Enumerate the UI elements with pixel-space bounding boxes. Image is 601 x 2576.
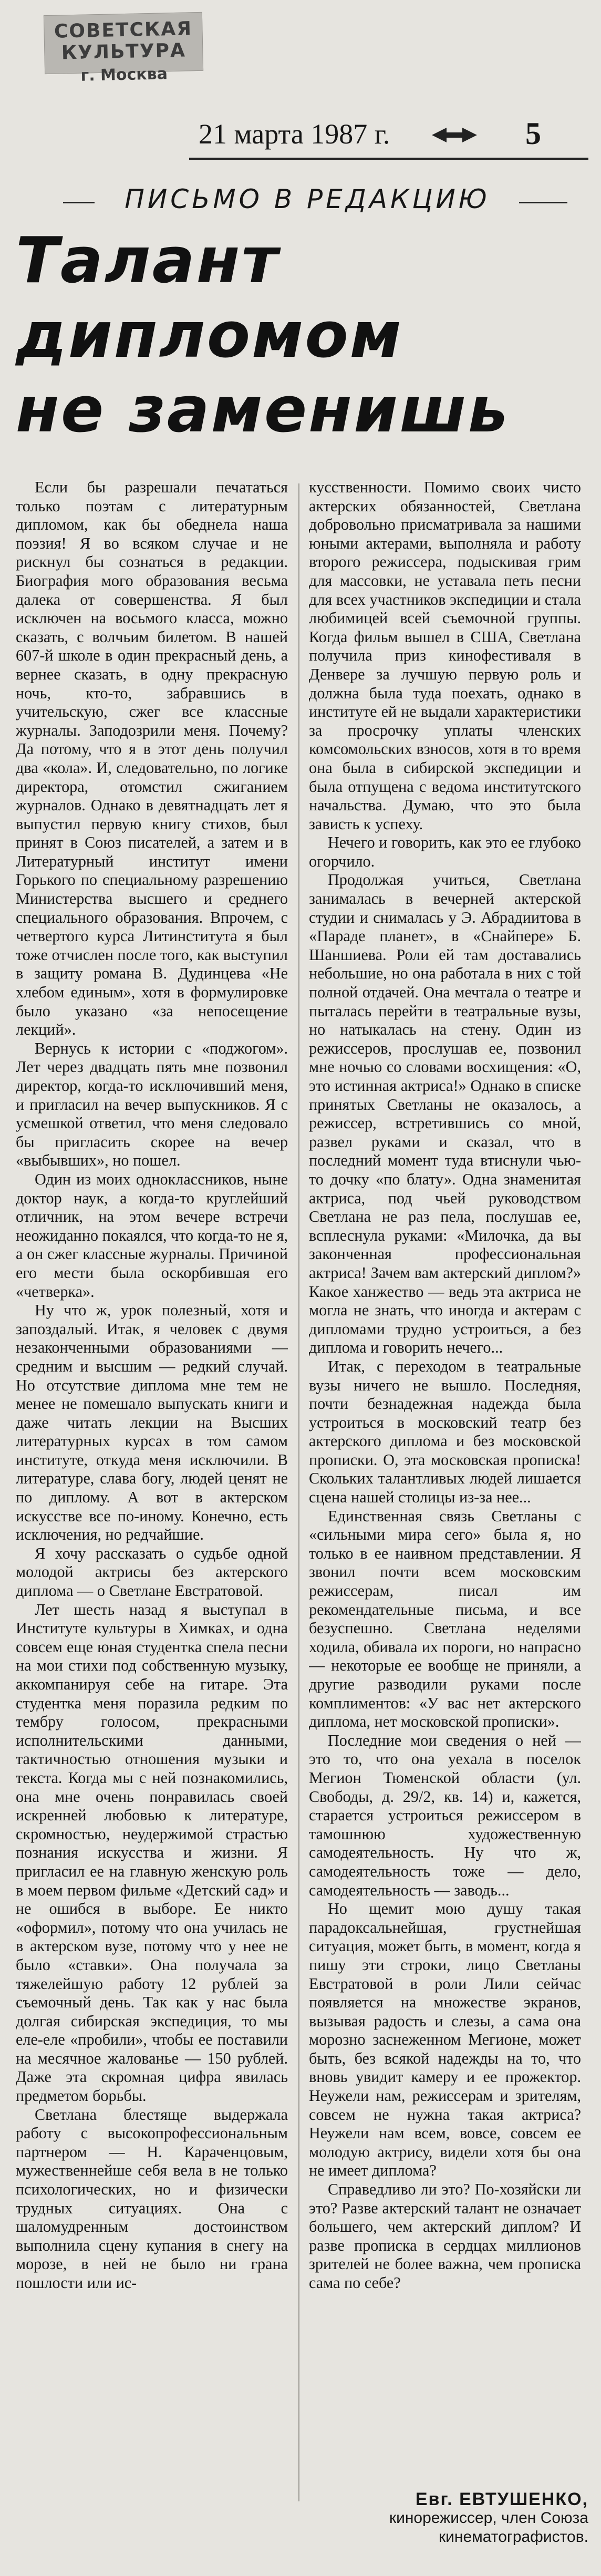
archive-stamp bbox=[44, 12, 203, 85]
paragraph: Продолжая учиться, Светлана занималась в вечерней актерской студии и снималась у Э. Абрадиитова в «Параде планет», в «Снайпере» Б. Шаншиева. Роли ей там доставались небольшие, но она работала в них с той полной отдачей. Она мечтала о театре и пыталась перейти в театральные вузы, но натыкалась на стену. Один из режиссеров, прослушав ее, позвонил мне ночью со словами восхищения: «О, это истинная актриса!» Однако в списке принятых Светланы не оказалось, а режиссер, встретившись со мной, развел руками и сказал, что в последний момент туда втиснули чью-то дочку «по блату». Одна знаменитая актриса, под чьей руководством Светлана не раз пела, послушав ее, всплеснула руками: «Милочка, да вы законченная профессиональная актриса! Зачем вам актерский диплом?» Какое ханжество — ведь эта актриса не могла не знать, что иногда и актерам с дипломами трудно устроиться, а без диплома и говорить нечего... bbox=[309, 871, 581, 1357]
stamp-city: г. Москва bbox=[80, 65, 168, 85]
author-title: кинорежиссер, член Союза bbox=[389, 2509, 588, 2527]
double-arrow-ornament-icon bbox=[431, 123, 478, 152]
rubric-rule-left bbox=[63, 202, 95, 203]
rubric-label: ПИСЬМО В РЕДАКЦИЮ bbox=[125, 184, 490, 214]
paragraph: Если бы разрешали печататься только поэтам с литературным дипломом, как бы обеднела наша поэзия! Я во всяком случае и не рискнул бы сознаться в редакции. Биография мого образования весьма далека от совершенства. Я был исключен на восьмого класса, можно сказать, с волчьим билетом. В нашей 607-й школе в один прекрасный день, а вернее сказать, в одну прекрасную ночь, кто-то, забравшись в учительскую, сжег все классные журналы. Заподозрили меня. Почему? Да потому, что я в этот день получил два «кола». И, следовательно, по логике директора, отомстил сжиганием журналов. Однако в девятнадцать лет я выпустил первую книгу стихов, был принят в Союз писателей, а затем и в Литературный институт имени Горького по специальному разрешению Министерства высшего и среднего специального образования. Впрочем, с четвертого курса Литинститута я был тоже отчислен после того, как выступил в защиту романа В. Дудинцева «Не хлебом единым», хотя в формулировке было указано «за непосещение лекций». bbox=[16, 478, 288, 1039]
stamp-newspaper-name: СОВЕТСКАЯ КУЛЬТУРА bbox=[54, 18, 193, 64]
paragraph: кусственности. Помимо своих чисто актерских обязанностей, Светлана добровольно присматривала за нашими юными актерами, выполняла и работу второго режиссера, подыскивая грим для массовки, не уставала петь песни для всех участников экспедиции и стала любимицей всей съемочной группы. Когда фильм вышел в США, Светлана получила приз кинофестиваля в Денвере за лучшую первую роль и должна была туда поехать, однако в институте ей не выдали характеристики за просрочку уплаты членских комсомольских взносов, хотя в то время она была в сибирской экспедиции и была отпущена с ведома институтского начальства. Думаю, что это была зависть к успеху. bbox=[309, 478, 581, 833]
article-column-left bbox=[16, 478, 288, 2507]
headline-line: дипломом bbox=[16, 299, 403, 372]
paragraph: Ну что ж, урок полезный, хотя и запоздалый. Итак, я человек с двумя незаконченными образованиями — средним и высшим — редкий случай. Но отсутствие диплома мне тем не менее не помешало выпускать книги и даже читать лекции на Высших литературных курсах в том самом институте, откуда меня исключили. В литературе, слава богу, людей ценят не по диплому. А вот в актерском искусстве все по-иному. Конечно, есть исключения, но редчайшие. bbox=[16, 1301, 288, 1544]
issue-date: 21 марта 1987 г. bbox=[199, 118, 390, 150]
headline-line: не заменишь bbox=[16, 374, 510, 447]
section-rubric bbox=[63, 182, 567, 219]
paragraph: Последние мои сведения о ней — это то, что она уехала в поселок Мегион Тюменской области (ул. Свободы, д. 29/2, кв. 14) и, кажется, старается устроиться режиссером в тамошнюю художественную самодеятельность. Ну что ж, самодеятельность тоже — дело, самодеятельность — заводь... bbox=[309, 1731, 581, 1899]
page-number: 5 bbox=[525, 116, 541, 151]
article-headline bbox=[16, 224, 562, 448]
paragraph: Справедливо ли это? По-хозяйски ли это? Разве актерский талант не означает большего, чем актерский диплом? И разве прописка в сердцах миллионов зрителей не более важна, чем прописка сама по себе? bbox=[309, 2180, 581, 2292]
header-rule bbox=[189, 158, 588, 160]
paragraph: Один из моих одноклассников, ныне доктор наук, а когда-то круглейший отличник, на этом вечере встречи неожиданно покаялся, что когда-то не я, а он сжег классные журналы. Причиной его мести была оскорбившая его «четверка». bbox=[16, 1170, 288, 1301]
issue-header bbox=[189, 116, 588, 158]
rubric-rule-right bbox=[519, 202, 567, 203]
paragraph: Вернусь к истории с «поджогом». Лет через двадцать пять мне позвонил директор, когда-то исключивший меня, и пригласил на вечер выпускников. Я с усмешкой ответил, что меня следовало бы пригласить скорее на вечер «выбывших», но пошел. bbox=[16, 1039, 288, 1170]
headline-line: Талант bbox=[16, 224, 280, 297]
paragraph: Лет шесть назад я выступал в Институте культуры в Химках, и одна совсем еще юная студентка спела песни на мои стихи под собственную музыку, аккомпанируя себе на гитаре. Эта студентка меня поразила редким по тембру голосом, прекрасными исполнительскими данными, тактичностью отношения музыки и текста. Когда мы с ней познакомились, она мне очень понравилась своей искренней любовью к литературе, скромностью, неудержимой страстью познания искусства и жизни. Я пригласил ее на главную женскую роль в моем первом фильме «Детский сад» и не ошибся в выборе. Ее никто «оформил», потому что она училась не в актерском вузе, потому что у нее не было «ставки». Она получала за тяжелейшую работу 12 рублей за съемочный день. Так как у нас была долгая сибирская экспедиция, то мы еле-еле «пробили», чтобы ее поставили на месячное жалованье — 150 рублей. Даже эта скромная цифра явилась предметом борьбы. bbox=[16, 1600, 288, 2105]
paragraph: Светлана блестяще выдержала работу с высокопрофессиональным партнером — Н. Караченцовым, мужественнейше себя вела в не только психологических, но и физически трудных ситуациях. Она с шаломудренным достоинством выполнила сцену купания в снегу на морозе, в ней не было ни грана пошлости или ис- bbox=[16, 2105, 288, 2292]
article-column-right bbox=[309, 478, 581, 2507]
paragraph: Я хочу рассказать о судьбе одной молодой актрисы без актерского диплома — о Светлане Евстратовой. bbox=[16, 1544, 288, 1600]
author-title: кинематографистов. bbox=[439, 2528, 588, 2546]
paragraph: Единственная связь Светланы с «сильными мира сего» была я, но только в ее наивном представлении. Я звонил почти всем московским режиссерам, писал им рекомендательные письма, и все безуспешно. Светлана неделями ходила, обивала их пороги, но напрасно — некоторые ее вообще не приняли, а другие разводили руками после комплиментов: «У вас нет актерского диплома, нет московской прописки». bbox=[309, 1507, 581, 1731]
author-signature bbox=[326, 2490, 588, 2569]
column-divider bbox=[298, 483, 299, 2501]
paragraph: Нечего и говорить, как это ее глубоко огорчило. bbox=[309, 833, 581, 870]
paragraph: Итак, с переходом в театральные вузы ничего не вышло. Последняя, почти безнадежная надежда была устроиться в московский театр без актерского диплома и без московской прописки. О, эта московская прописка! Скольких талантливых людей лишается сцена нашей столицы из-за нее... bbox=[309, 1357, 581, 1507]
author-name: Евг. ЕВТУШЕНКО, bbox=[415, 2489, 588, 2509]
paragraph: Но щемит мою душу такая парадоксальнейшая, грустнейшая ситуация, может быть, в момент, когда я пишу эти строки, лицо Светланы Евстратовой в роли Лили сейчас появляется на множестве экранов, вызывая радость и слезы, а сама она морозно заснеженном Мегионе, может быть, без всякой надежды на то, что вновь увидит камеру и ее прожектор. Неужели нам, режиссерам и зрителям, совсем не нужна такая актриса? Неужели нам всем, вовсе, совсем ее молодую актрису, видели хотя бы она не имеет диплома? bbox=[309, 1900, 581, 2180]
